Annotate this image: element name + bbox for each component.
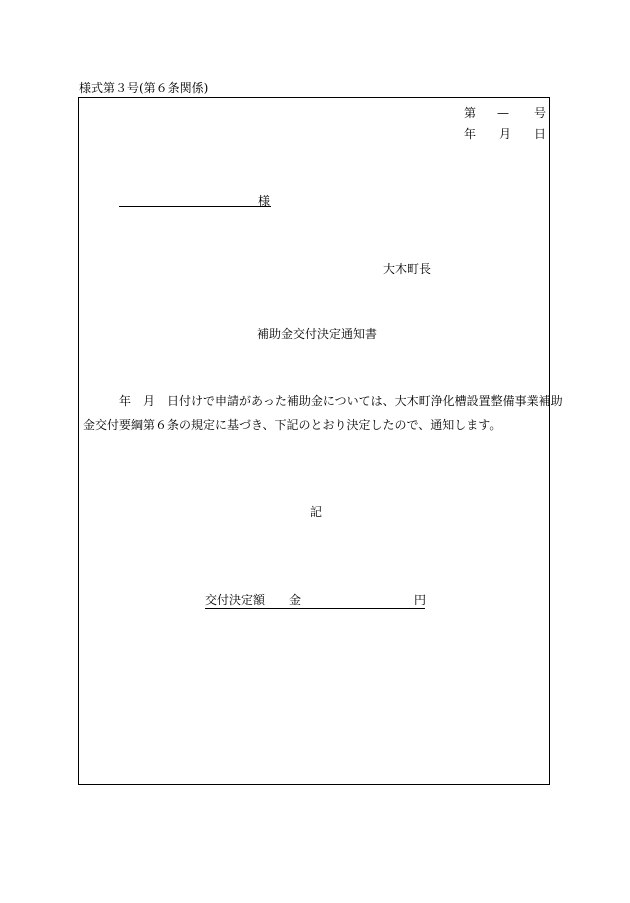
body-line-2: 金交付要綱第６条の規定に基づき、下記のとおり決定したので、通知します。	[83, 418, 502, 432]
amount-yen: 円	[414, 593, 427, 607]
number-go: 号	[534, 106, 547, 120]
document-title: 補助金交付決定通知書	[257, 327, 378, 341]
body-line-1: 年 月 日付けで申請があった補助金については、大木町浄化槽設置整備事業補助	[119, 394, 563, 408]
amount-row	[205, 593, 425, 609]
amount-kin: 金	[289, 593, 302, 607]
number-dash: —	[497, 106, 509, 120]
number-dai: 第	[464, 106, 477, 120]
document-frame	[78, 97, 563, 785]
date-day: 日	[534, 127, 547, 141]
sender-name: 大木町長	[383, 262, 432, 276]
form-label: 様式第３号(第６条関係)	[79, 81, 209, 95]
date-month: 月	[499, 127, 512, 141]
ki-heading: 記	[310, 505, 323, 519]
addressee-suffix: 様	[258, 194, 271, 208]
amount-label: 交付決定額	[205, 593, 266, 607]
date-year: 年	[464, 127, 477, 141]
body-paragraph	[83, 389, 563, 437]
addressee-name-line	[119, 206, 271, 207]
